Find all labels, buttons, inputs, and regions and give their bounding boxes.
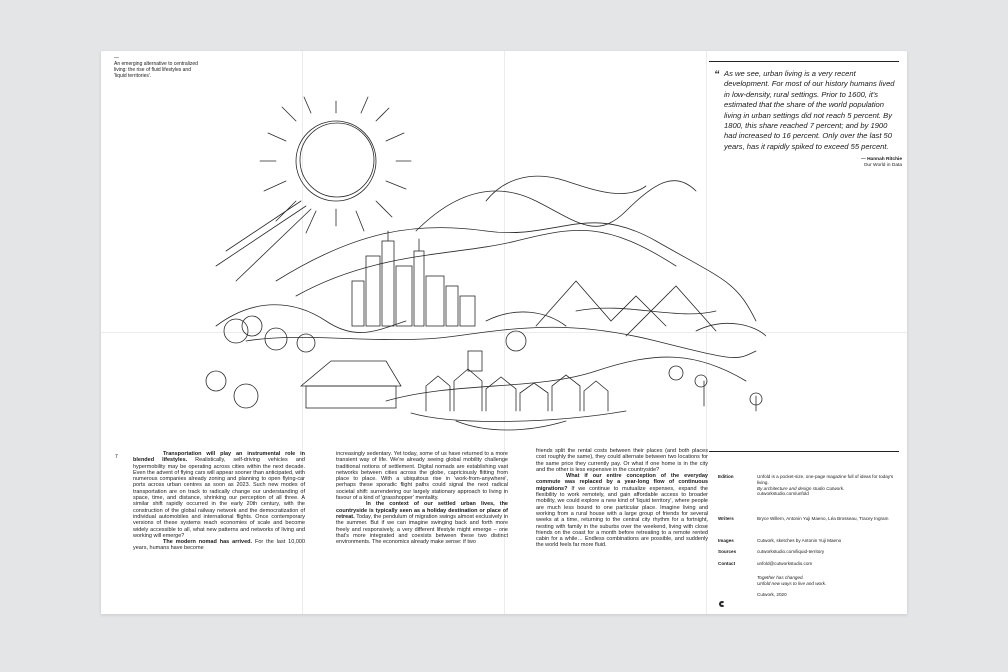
paragraph-text: friends split the rental costs between their places (and both places cost roughly the same), they could alternate between two locations for the same price they currently pay. Or what if one home is in the city and the other is less expensive in the countryside?	[536, 448, 708, 473]
colophon-divider	[709, 451, 899, 452]
page-number: 7	[115, 454, 118, 460]
paragraph-lead: In the context of our settled urban lives, the countryside is typically seen as a holiday destination or place of retreat.	[336, 501, 508, 520]
intro-caption	[114, 55, 204, 79]
hills	[216, 281, 766, 336]
colophon-writers	[718, 516, 898, 522]
colophon-contact	[718, 561, 898, 567]
quote-source: Our World in Data	[863, 163, 902, 169]
colophon-sources	[718, 549, 898, 555]
quote-text: As we see, urban living is a very recent development. For most of our history humans lived in low-density, rural settings. Prior to 1600, it's estimated that the share of the world population living in urban settings did not reach 5 percent. By 1800, this share reached 7 percent; and by 1900 had increased to 16 percent. Only over the last 50 years, has it rapidly spiked to exceed 55 percent.	[724, 69, 895, 151]
caption-dash: —	[114, 55, 119, 61]
writers-value: Bryce Willem, Antonin Yuji Maeno, Léa Brosseau, Tracey Ingram	[757, 516, 889, 521]
landscape-illustration	[156, 81, 766, 441]
magazine-sheet	[101, 51, 907, 614]
paragraph-text: If we continue to mutualize expenses, expand the flexibility to work remotely, and gain affordable access to broader mobility, we could explore a new kind of 'liquid territory', where people are much less bound to one particular place. Imagine living and working from a rural house with a large group of friends for several weeks at a time, returning to the central city rhythm for a fortnight, nesting with family in the suburbs over the weekend, living with close friends on the coast for a month before retreating to a remote rented cabin for a while… Endless combinations are possible, and suddenly the world feels far more fluid.	[536, 485, 708, 549]
edition-link[interactable]: cutworkstudio.com/unfold	[757, 491, 809, 497]
article-column-2	[336, 451, 508, 545]
colophon-footer	[757, 575, 877, 597]
sources-link[interactable]: cutworkstudio.com/liquid-territory	[757, 549, 825, 554]
city-skyline	[352, 231, 475, 326]
quote-mark: “	[714, 69, 720, 81]
colophon-images	[718, 538, 898, 544]
paragraph-lead: What if our entire conception of the everyday commute was replaced by a year-long flow of continuous migrations?	[536, 473, 708, 492]
paragraph-lead: The modern nomad has arrived.	[163, 539, 253, 546]
colophon-label: Sources	[718, 549, 737, 554]
tagline-line-1: Together has changed.	[757, 575, 804, 580]
colophon-label: Writers	[718, 516, 734, 521]
tagline-line-2: Unfold new ways to live and work.	[757, 580, 827, 586]
caption-text: An emerging alternative to centralized living: the rise of fluid lifestyles and 'liquid territories'.	[114, 61, 198, 79]
paragraph-text: Realistically, self-driving vehicles and hypermobility may be operating across cities within the next decade. Even the advent of flying cars will appear sooner than anticipated, with numerous companies already zoning and planning to open flying-car ports across urban centres as soon as 2023. Such new modes of transportation are on track to radically change our understanding of space, time, and distance, shrinking our perception of all three. A similar shift rapidly occurred in the early 20th century, with the construction of the global railway network and the democratization of individual automobiles and international flights. Once contemporary versions of these systems reach economies of scale and become widely accessible to all, what new patterns and networks of living and working will emerge?	[133, 457, 305, 539]
images-value: Cutwork, sketches by Antonin Yuji Maeno	[757, 538, 842, 543]
paragraph-text: For the last 10,000 years, humans have become	[133, 539, 306, 552]
publisher-year: Cutwork, 2020	[757, 591, 787, 597]
contact-email[interactable]: unfold@cutworkstudio.com	[757, 561, 813, 566]
article-column-3	[536, 448, 708, 549]
paragraph-text: increasingly sedentary. Yet today, some of us have returned to a more transient way of life. We're already seeing global mobility challenge traditional notions of settlement. Digital nomads are establishing vast networks between cities across the globe, capriciously flitting from place to place. With a ubiquitous rise in 'work-from-anywhere', perhaps these sporadic flight paths could signal the next radical societal shift: surrendering our largely stationary approach to living in favour of a kind of 'grasshopper' mentality.	[336, 451, 508, 502]
colophon-label: Edition	[718, 474, 734, 479]
edition-studio: By architecture and design studio Cutwork.	[757, 485, 845, 491]
paragraph-text: Today, the pendulum of migration swings almost exclusively in the summer. But if we can imagine swinging back and forth more freely and responsively, a very different lifestyle might emerge – one that's more integrated and coexists between these two distinct environments. The economics already make sense: if two	[336, 513, 508, 546]
quote-divider	[709, 61, 899, 62]
colophon-label: Contact	[718, 561, 736, 566]
trees	[206, 316, 762, 411]
colophon-edition	[718, 474, 898, 497]
pull-quote	[714, 69, 902, 169]
edition-description: Unfold is a pocket-size, one-page magazine full of ideas for today's living.	[757, 474, 894, 485]
article-column-1	[133, 451, 305, 552]
cutwork-logo-icon	[719, 601, 725, 607]
paragraph-lead: Transportation will play an instrumental role in blended lifestyles.	[133, 451, 305, 464]
quote-author: — Hannah Ritchie	[860, 157, 902, 163]
colophon-label: Images	[718, 538, 734, 543]
quote-attribution	[714, 157, 902, 169]
